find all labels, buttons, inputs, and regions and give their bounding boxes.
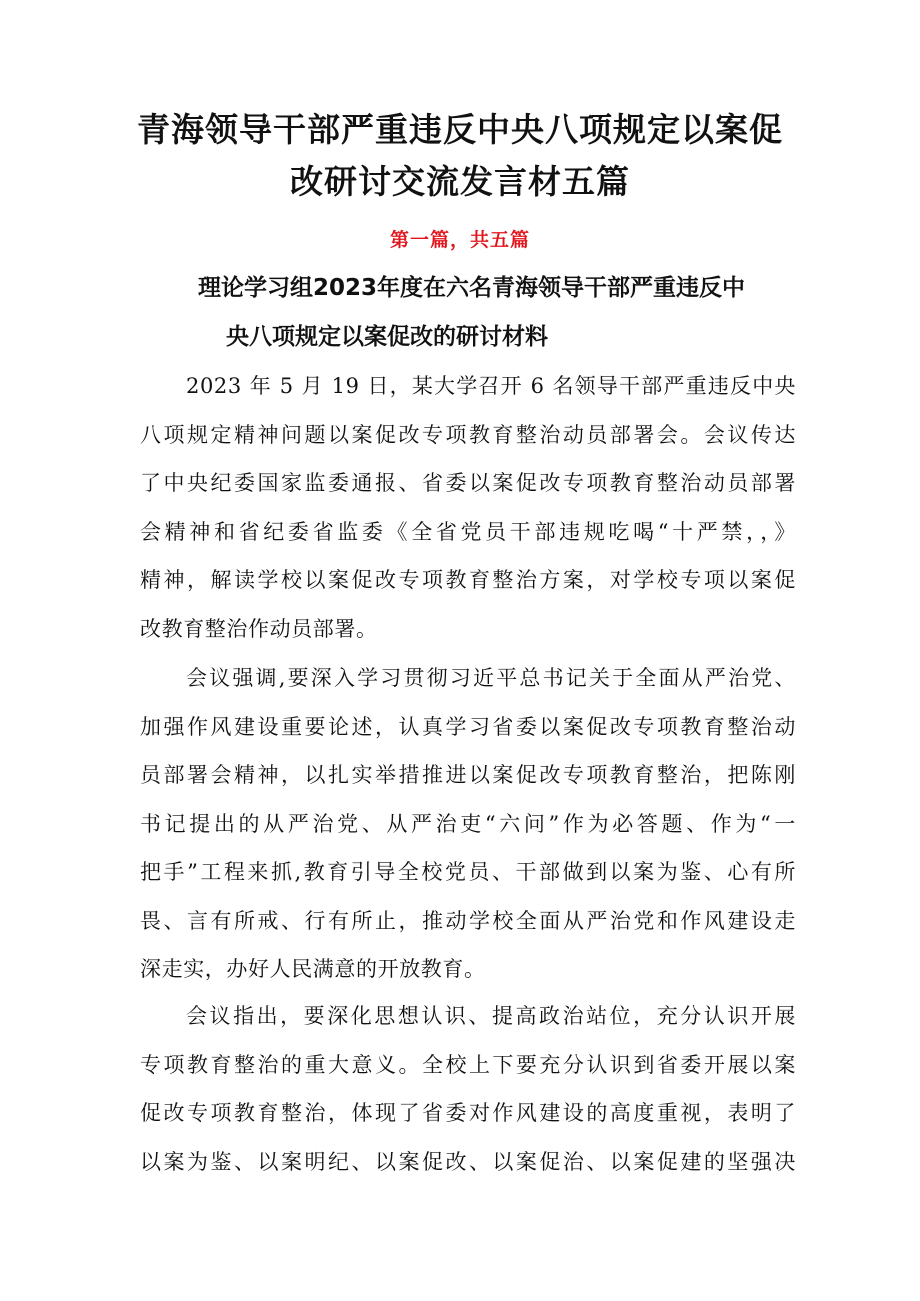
paragraph-2 xyxy=(140,654,796,994)
section-subtitle-line-2: 央八项规定以案促改的研讨材料 xyxy=(226,324,548,350)
paragraph-line: 精神，解读学校以案促改专项教育整治方案，对学校专项以案促 xyxy=(140,568,796,592)
paragraph-line: 了中央纪委国家监委通报、省委以案促改专项教育整治动员部署 xyxy=(140,471,796,495)
paragraph-line: 深走实，办好人民满意的开放教育。 xyxy=(140,957,486,981)
paragraph-line: 促改专项教育整治，体现了省委对作风建设的高度重视，表明了 xyxy=(140,1101,796,1125)
paragraph-line: 以案为鉴、以案明纪、以案促改、以案促治、以案促建的坚强决 xyxy=(140,1149,796,1174)
paragraph-1 xyxy=(140,362,796,653)
section-subtitle-line-1: 理论学习组2023年度在六名青海领导干部严重违反中 xyxy=(198,275,746,301)
paragraph-line: 员部署会精神，以扎实举措推进以案促改专项教育整治，把陈刚 xyxy=(140,763,796,787)
paragraph-3 xyxy=(140,992,796,1186)
paragraph-line: 改教育整治作动员部署。 xyxy=(140,616,378,641)
paragraph-line: 会精神和省纪委省监委《全省党员干部违规吃喝“十严禁，，》 xyxy=(140,519,796,544)
part-label: 第一篇，共五篇 xyxy=(389,229,530,251)
paragraph-line: 八项规定精神问题以案促改专项教育整治动员部署会。会议传达 xyxy=(140,422,796,447)
paragraph-line: 加强作风建设重要论述，认真学习省委以案促改专项教育整治动 xyxy=(140,714,796,739)
document-title-line-2: 改研讨交流发言材五篇 xyxy=(290,162,630,201)
paragraph-line: 会议强调,要深入学习贯彻习近平总书记关于全面从严治党、 xyxy=(186,666,796,690)
paragraph-line: 专项教育整治的重大意义。全校上下要充分认识到省委开展以案 xyxy=(140,1052,796,1077)
document-title-line-1: 青海领导干部严重违反中央八项规定以案促 xyxy=(137,110,783,149)
paragraph-line: 2023 年 5 月 19 日，某大学召开 6 名领导干部严重违反中央 xyxy=(186,374,796,398)
paragraph-line: 书记提出的从严治党、从严治吏“六问”作为必答题、作为“一 xyxy=(140,811,796,836)
paragraph-line: 畏、言有所戒、行有所止，推动学校全面从严治党和作风建设走 xyxy=(140,908,796,933)
paragraph-line: 把手”工程来抓,教育引导全校党员、干部做到以案为鉴、心有所 xyxy=(140,860,796,884)
paragraph-line: 会议指出，要深化思想认识、提高政治站位，充分认识开展 xyxy=(186,1004,796,1028)
